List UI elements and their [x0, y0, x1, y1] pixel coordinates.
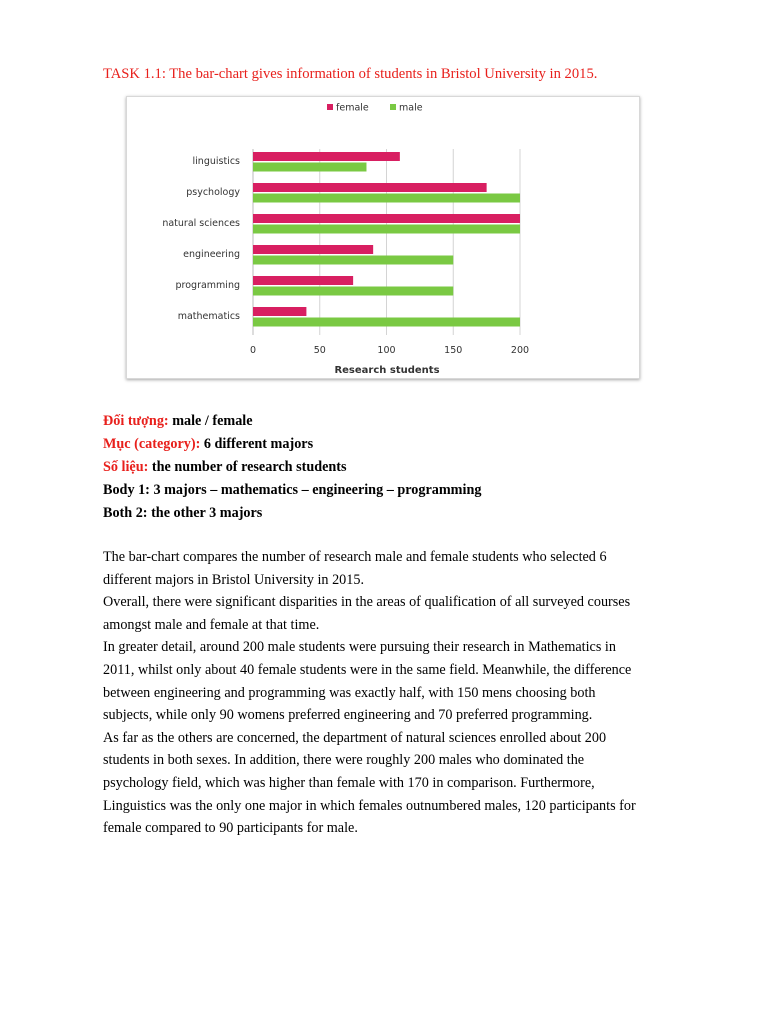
- essay-line: In greater detail, around 200 male students were pursuing their research in Mathematics in: [103, 639, 616, 656]
- category-labels: [162, 156, 240, 322]
- note-value: the number of research students: [151, 459, 347, 475]
- bar-male-mathematics: [253, 318, 520, 327]
- bar-male-linguistics: [253, 163, 366, 172]
- x-axis-label: Research students: [334, 365, 440, 376]
- note-line-body1: [103, 479, 481, 502]
- x-tick-label: 150: [444, 345, 463, 356]
- essay-line: psychology field, which was higher than female with 170 in comparison. Furthermore,: [103, 774, 595, 791]
- essay-line: As far as the others are concerned, the department of natural sciences enrolled about 200: [103, 729, 607, 746]
- essay-line: The bar-chart compares the number of research male and female students who selected 6: [103, 549, 607, 565]
- essay-line: Overall, there were significant disparities in the areas of qualification of all surveyed courses: [103, 594, 631, 611]
- bar-chart-figure: [126, 96, 640, 379]
- essay-line: students in both sexes. In addition, there were roughly 200 males who dominated the: [103, 752, 585, 769]
- note-line-subject: [103, 410, 481, 433]
- essay-line: female compared to 90 participants for male.: [103, 820, 358, 837]
- note-value: Both 2: the other 3 majors: [103, 505, 263, 521]
- x-tick-label: 200: [510, 345, 530, 356]
- essay-line: subjects, while only 90 womens preferred engineering and 70 preferred programming.: [103, 707, 593, 724]
- chart-legend: [327, 103, 423, 114]
- bar-male-programming: [253, 287, 453, 296]
- category-label: mathematics: [177, 311, 240, 322]
- notes-block: [103, 410, 481, 525]
- bar-female-linguistics: [253, 152, 400, 161]
- bar-chart: [127, 97, 639, 378]
- note-value: 6 different majors: [203, 436, 314, 452]
- x-tick-label: 0: [249, 345, 257, 356]
- legend-swatch-female: [327, 104, 333, 110]
- legend-label-female: female: [336, 102, 369, 114]
- x-tick-label: 50: [313, 345, 326, 356]
- bar-female-programming: [253, 276, 353, 285]
- bar-male-engineering: [253, 256, 453, 265]
- category-label: engineering: [183, 249, 240, 260]
- task-title: TASK 1.1: The bar-chart gives information of students in Bristol University in 2015.: [103, 66, 598, 82]
- bar-male-psychology: [253, 194, 520, 203]
- note-key: Số liệu:: [103, 459, 149, 475]
- note-key: Đối tượng:: [103, 413, 169, 429]
- bar-female-psychology: [253, 183, 487, 192]
- note-value: Body 1: 3 majors – mathematics – engineering – programming: [103, 482, 482, 498]
- category-label: natural sciences: [162, 218, 240, 229]
- essay-text: [103, 546, 693, 840]
- category-label: linguistics: [192, 156, 240, 167]
- essay-line: different majors in Bristol University in 2015.: [103, 571, 364, 588]
- essay-line: between engineering and programming was exactly half, with 150 mens choosing both: [103, 684, 596, 701]
- bar-female-engineering: [253, 245, 373, 254]
- bar-male-natural-sciences: [253, 225, 520, 234]
- bar-female-mathematics: [253, 307, 306, 316]
- essay-line: 2011, whilst only about 40 female students were in the same field. Meanwhile, the difference: [103, 661, 632, 678]
- note-value: male / female: [172, 413, 253, 429]
- essay-line: amongst male and female at that time.: [103, 616, 320, 633]
- x-tick-label: 100: [377, 345, 396, 356]
- note-line-category: [103, 433, 481, 456]
- essay-line: Linguistics was the only one major in which females outnumbered males, 120 participants for: [103, 797, 636, 814]
- category-label: psychology: [186, 187, 240, 198]
- note-line-data: [103, 456, 481, 479]
- note-key: Mục (category):: [103, 436, 201, 452]
- legend-label-male: male: [399, 102, 423, 114]
- note-line-body2: [103, 502, 481, 525]
- legend-swatch-male: [390, 104, 396, 110]
- x-tick-labels: [250, 345, 529, 356]
- bar-female-natural-sciences: [253, 214, 520, 223]
- category-label: programming: [175, 280, 240, 291]
